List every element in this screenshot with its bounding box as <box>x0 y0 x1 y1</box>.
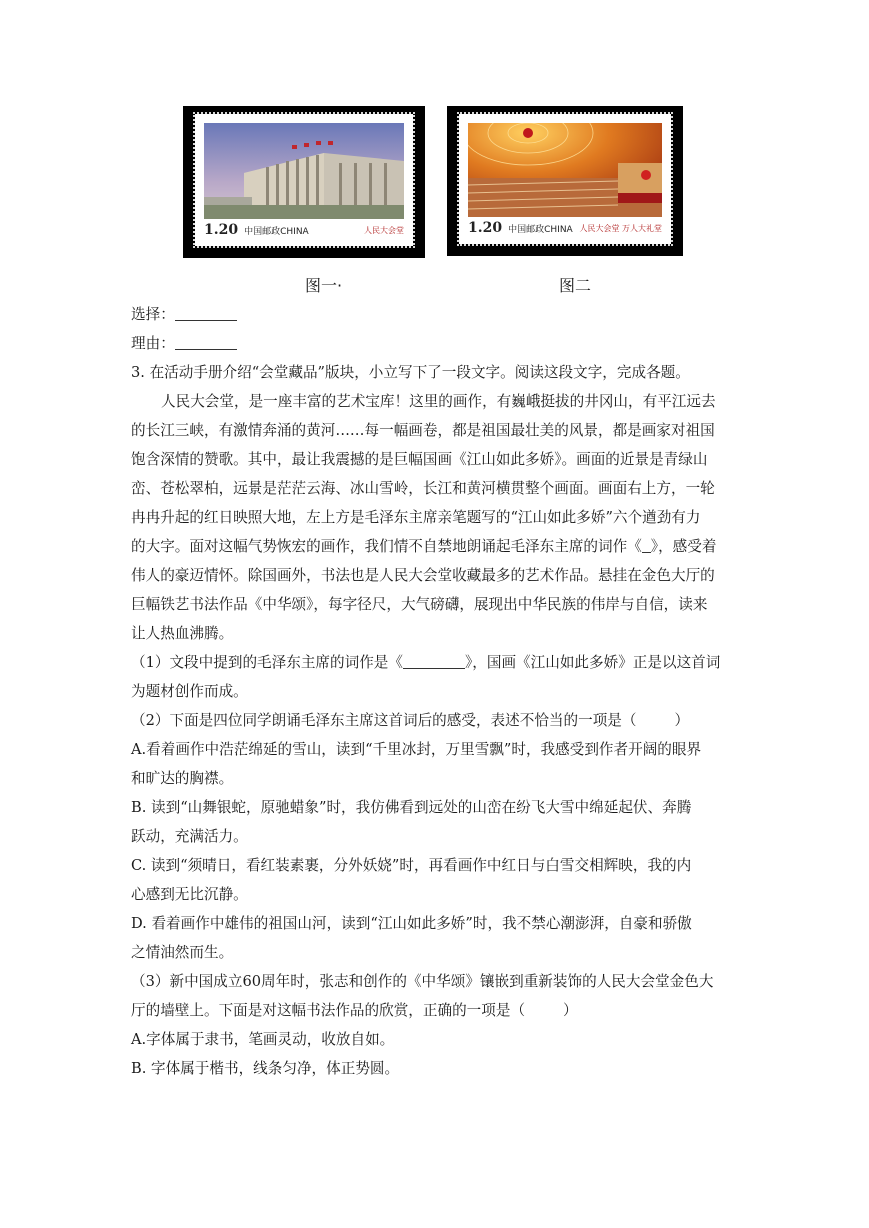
passage-line: 让人热血沸腾。 <box>131 625 234 642</box>
figure-captions <box>0 273 869 297</box>
passage-text: 》，感受着 <box>650 538 717 555</box>
option-a-cont: 和旷达的胸襟。 <box>131 770 234 787</box>
choose-answer-blank[interactable] <box>175 302 237 321</box>
passage-line: 峦、苍松翠柏，远景是茫茫云海、冰山雪岭，长江和黄河横贯整个画面。画面右上方，一轮 <box>131 480 715 497</box>
option-d: D. 看着画作中雄伟的祖国山河，读到“江山如此多娇”时，我不禁心潮澎湃，自豪和骄傲 <box>131 915 692 932</box>
figure-one-caption: 图一· <box>305 276 343 295</box>
stamp-postal-text: 中国邮政CHINA <box>244 226 309 237</box>
figure-two-caption: 图二 <box>559 276 592 295</box>
stamp-script-text: 人民大会堂 万人大礼堂 <box>579 223 662 233</box>
reason-label: 理由： <box>131 335 175 352</box>
poem-title-blank[interactable] <box>642 534 651 553</box>
sub-question-text: （2）下面是四位同学朗诵毛泽东主席这首词后的感受，表述不恰当的一项是（ <box>131 712 637 729</box>
stamp-postal-text: 中国邮政CHINA <box>508 224 573 235</box>
sub-question-text: 》，国画《江山如此多娇》正是以这首词 <box>464 654 721 671</box>
great-hall-exterior-image <box>204 123 404 219</box>
stamp-figures <box>183 106 703 258</box>
sub-question-3-cont <box>131 996 741 1025</box>
stamp-footer <box>468 218 662 238</box>
reason-line <box>131 329 741 358</box>
reason-answer-blank[interactable] <box>175 331 237 350</box>
choose-label: 选择： <box>131 306 175 323</box>
sub-question-1-cont: 为题材创作而成。 <box>131 683 248 700</box>
option-c: C. 读到“须晴日，看红装素裹，分外妖娆”时，再看画作中红日与白雪交相辉映，我的内 <box>131 857 692 874</box>
sub-question-text: 厅的墙壁上。下面是对这幅书法作品的欣赏，正确的一项是（ <box>131 1002 526 1019</box>
option-b: B. 字体属于楷书，线条匀净，体正势圆。 <box>131 1060 400 1077</box>
passage-line: 巨幅铁艺书法作品《中华颂》，每字径尺，大气磅礴，展现出中华民族的伟岸与自信，读来 <box>131 596 708 613</box>
option-b-cont: 跃动，充满活力。 <box>131 828 248 845</box>
stamp-great-hall-auditorium <box>459 114 671 244</box>
stamp-denomination: 1.20 <box>468 220 503 236</box>
question-text <box>131 300 741 1083</box>
sub-question-2 <box>131 706 741 735</box>
passage-line: 饱含深情的赞歌。其中，最让我震撼的是巨幅国画《江山如此多娇》。画面的近景是青绿山 <box>131 451 708 468</box>
option-a: A.字体属于隶书，笔画灵动，收放自如。 <box>131 1031 395 1048</box>
figure-one-stamp <box>183 106 425 258</box>
sub-question-1 <box>131 648 741 677</box>
question-3-heading: 3. 在活动手册介绍“会堂藏品”版块，小立写下了一段文字。阅读这段文字，完成各题。 <box>131 364 690 381</box>
passage-text: 的大字。面对这幅气势恢宏的画作，我们情不自禁地朗诵起毛泽东主席的词作《 <box>131 538 642 555</box>
sub-question-3: （3）新中国成立60周年时，张志和创作的《中华颂》镶嵌到重新装饰的人民大会堂金色大 <box>131 973 714 990</box>
stamp-footer <box>204 220 404 240</box>
stamp-denomination: 1.20 <box>204 222 239 238</box>
sub-question-text: （1）文段中提到的毛泽东主席的词作是《 <box>131 654 403 671</box>
figure-two-stamp <box>447 106 683 256</box>
passage-line: 人民大会堂，是一座丰富的艺术宝库！这里的画作，有巍峨挺拔的井冈山，有平江远去 <box>161 393 716 410</box>
great-hall-auditorium-image <box>468 123 662 217</box>
choose-line <box>131 300 741 329</box>
option-b: B. 读到“山舞银蛇，原驰蜡象”时，我仿佛看到远处的山峦在纷飞大雪中绵延起伏、奔腾 <box>131 799 692 816</box>
close-paren: ） <box>563 1002 578 1019</box>
option-a: A.看着画作中浩茫绵延的雪山，读到“千里冰封，万里雪飘”时，我感受到作者开阔的眼界 <box>131 741 702 758</box>
option-d-cont: 之情油然而生。 <box>131 944 234 961</box>
passage-line: 的长江三峡，有激情奔涌的黄河……每一幅画卷，都是祖国最壮美的风景，都是画家对祖国 <box>131 422 715 439</box>
stamp-great-hall-exterior <box>195 114 413 246</box>
passage-line: 伟人的豪迈情怀。除国画外，书法也是人民大会堂收藏最多的艺术作品。悬挂在金色大厅的 <box>131 567 715 584</box>
passage-line <box>131 532 741 561</box>
option-c-cont: 心感到无比沉静。 <box>131 886 248 903</box>
close-paren: ） <box>674 712 690 729</box>
poem-name-blank[interactable] <box>403 650 465 669</box>
stamp-script-text: 人民大会堂 <box>364 225 404 235</box>
passage-line: 冉冉升起的红日映照大地，左上方是毛泽东主席亲笔题写的“江山如此多娇”六个遒劲有力 <box>131 509 701 526</box>
